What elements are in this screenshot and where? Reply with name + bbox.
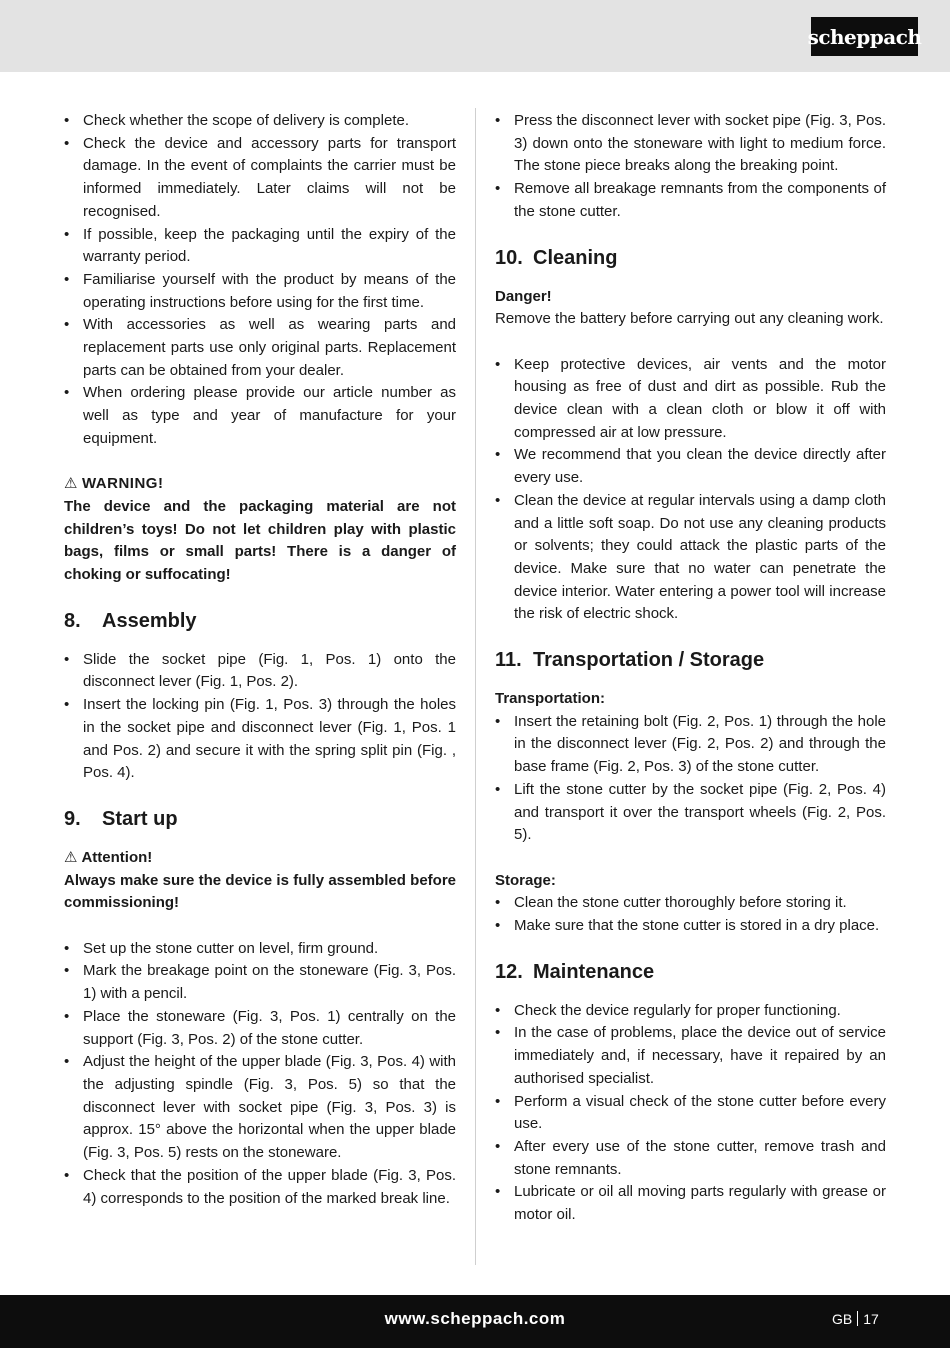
list-item: • Clean the device at regular intervals using a damp cloth and a little soft soap. Do not use any cleaning products or solvents; they could attack the plastic parts of the device. Make sure that no water can penetrate the device interior. Water entering a power tool will increase the risk of electric shock. bbox=[495, 490, 886, 626]
section-heading-maintenance: 12. Maintenance bbox=[495, 960, 655, 983]
list-item: • Lubricate or oil all moving parts regularly with grease or motor oil. bbox=[495, 1181, 886, 1226]
storage-subheading: Storage: bbox=[495, 871, 556, 889]
list-item: • With accessories as well as wearing parts and replacement parts use only original parts. Replacement parts can be obtained from your dealer. bbox=[64, 314, 456, 382]
list-item: • Check the device regularly for proper functioning. bbox=[495, 1000, 886, 1023]
maintenance-list bbox=[495, 1000, 886, 1227]
startup-continued-list bbox=[495, 110, 886, 224]
assembly-list bbox=[64, 649, 456, 785]
warning-heading: ⚠ WARNING! bbox=[64, 473, 456, 496]
transportation-list bbox=[495, 711, 886, 847]
section-heading-transport: 11. Transportation / Storage bbox=[495, 649, 765, 672]
section-heading-startup: 9. Start up bbox=[64, 807, 178, 830]
left-column bbox=[64, 110, 456, 1210]
header-bar bbox=[0, 0, 950, 72]
list-item: • Make sure that the stone cutter is stored in a dry place. bbox=[495, 915, 886, 938]
column-divider bbox=[475, 108, 476, 1265]
list-item: • Insert the locking pin (Fig. 1, Pos. 3) through the holes in the socket pipe and disconnect lever (Fig. 1, Pos. 1 and Pos. 2) and secure it with the spring split pin (Fig. , Pos. 4). bbox=[64, 694, 456, 785]
list-item: • After every use of the stone cutter, remove trash and stone remnants. bbox=[495, 1136, 886, 1181]
right-column bbox=[495, 110, 886, 1227]
list-item: • Lift the stone cutter by the socket pipe (Fig. 2, Pos. 4) and transport it over the transport wheels (Fig. 2, Pos. 5). bbox=[495, 779, 886, 847]
list-item: • When ordering please provide our article number as well as type and year of manufacture for your equipment. bbox=[64, 382, 456, 450]
list-item: • Check the device and accessory parts for transport damage. In the event of complaints the carrier must be informed immediately. Later claims will not be recognised. bbox=[64, 133, 456, 224]
warning-text: The device and the packaging material are not children’s toys! Do not let children play with plastic bags, films or small parts! There is a danger of choking or suffocating! bbox=[64, 497, 456, 584]
footer-url: www.scheppach.com bbox=[384, 1309, 566, 1328]
list-item: • Insert the retaining bolt (Fig. 2, Pos. 1) through the hole in the disconnect lever (Fig. 2, Pos. 2) and through the base frame (Fig. 2, Pos. 3) of the stone cutter. bbox=[495, 711, 886, 779]
attention-text: Always make sure the device is fully assembled before commissioning! bbox=[64, 871, 456, 912]
delivery-check-list bbox=[64, 110, 456, 451]
list-item: • We recommend that you clean the device directly after every use. bbox=[495, 444, 886, 489]
list-item: • Mark the breakage point on the stoneware (Fig. 3, Pos. 1) with a pencil. bbox=[64, 960, 456, 1005]
warning-triangle-icon: ⚠ bbox=[64, 848, 78, 866]
list-item: • Set up the stone cutter on level, firm ground. bbox=[64, 938, 456, 961]
list-item: • Familiarise yourself with the product by means of the operating instructions before using for the first time. bbox=[64, 269, 456, 314]
section-heading-assembly: 8. Assembly bbox=[64, 609, 197, 632]
list-item: • Perform a visual check of the stone cutter before every use. bbox=[495, 1091, 886, 1136]
storage-list bbox=[495, 892, 886, 937]
page-number bbox=[832, 1311, 879, 1327]
danger-heading: Danger! bbox=[495, 287, 552, 305]
list-item: • Slide the socket pipe (Fig. 1, Pos. 1) onto the disconnect lever (Fig. 1, Pos. 2). bbox=[64, 649, 456, 694]
danger-text: Remove the battery before carrying out any cleaning work. bbox=[495, 310, 884, 328]
list-item: • Adjust the height of the upper blade (Fig. 3, Pos. 4) with the adjusting spindle (Fig. 3, Pos. 5) so that the disconnect lever with socket pipe (Fig. 3, Pos. 3) is approx. 15° above the horizontal when the upper blade (Fig. 3, Pos. 5) rests on the stoneware. bbox=[64, 1051, 456, 1165]
list-item: • Keep protective devices, air vents and the motor housing as free of dust and dirt as possible. Rub the device clean with a clean cloth or blow it off with compressed air at low pressure. bbox=[495, 354, 886, 445]
language-code: GB bbox=[832, 1311, 853, 1327]
cleaning-list bbox=[495, 354, 886, 626]
transportation-subheading: Transportation: bbox=[495, 690, 606, 708]
list-item: • Press the disconnect lever with socket pipe (Fig. 3, Pos. 3) down onto the stoneware with light to medium force. The stone piece breaks along the breaking point. bbox=[495, 110, 886, 178]
footer-bar bbox=[0, 1295, 950, 1348]
list-item: • Check whether the scope of delivery is complete. bbox=[64, 110, 456, 133]
startup-list bbox=[64, 938, 456, 1210]
list-item: • If possible, keep the packaging until the expiry of the warranty period. bbox=[64, 224, 456, 269]
attention-heading: ⚠ Attention! bbox=[64, 847, 456, 870]
list-item: • Place the stoneware (Fig. 3, Pos. 1) centrally on the support (Fig. 3, Pos. 2) of the stone cutter. bbox=[64, 1006, 456, 1051]
scheppach-logo: scheppach bbox=[811, 17, 918, 56]
page-number-value: 17 bbox=[863, 1311, 879, 1327]
list-item: • Clean the stone cutter thoroughly before storing it. bbox=[495, 892, 886, 915]
list-item: • Check that the position of the upper blade (Fig. 3, Pos. 4) corresponds to the position of the marked break line. bbox=[64, 1165, 456, 1210]
list-item: • In the case of problems, place the device out of service immediately and, if necessary, have it repaired by an authorised specialist. bbox=[495, 1022, 886, 1090]
list-item: • Remove all breakage remnants from the components of the stone cutter. bbox=[495, 178, 886, 223]
warning-triangle-icon: ⚠ bbox=[64, 475, 78, 493]
section-heading-cleaning: 10. Cleaning bbox=[495, 246, 618, 269]
